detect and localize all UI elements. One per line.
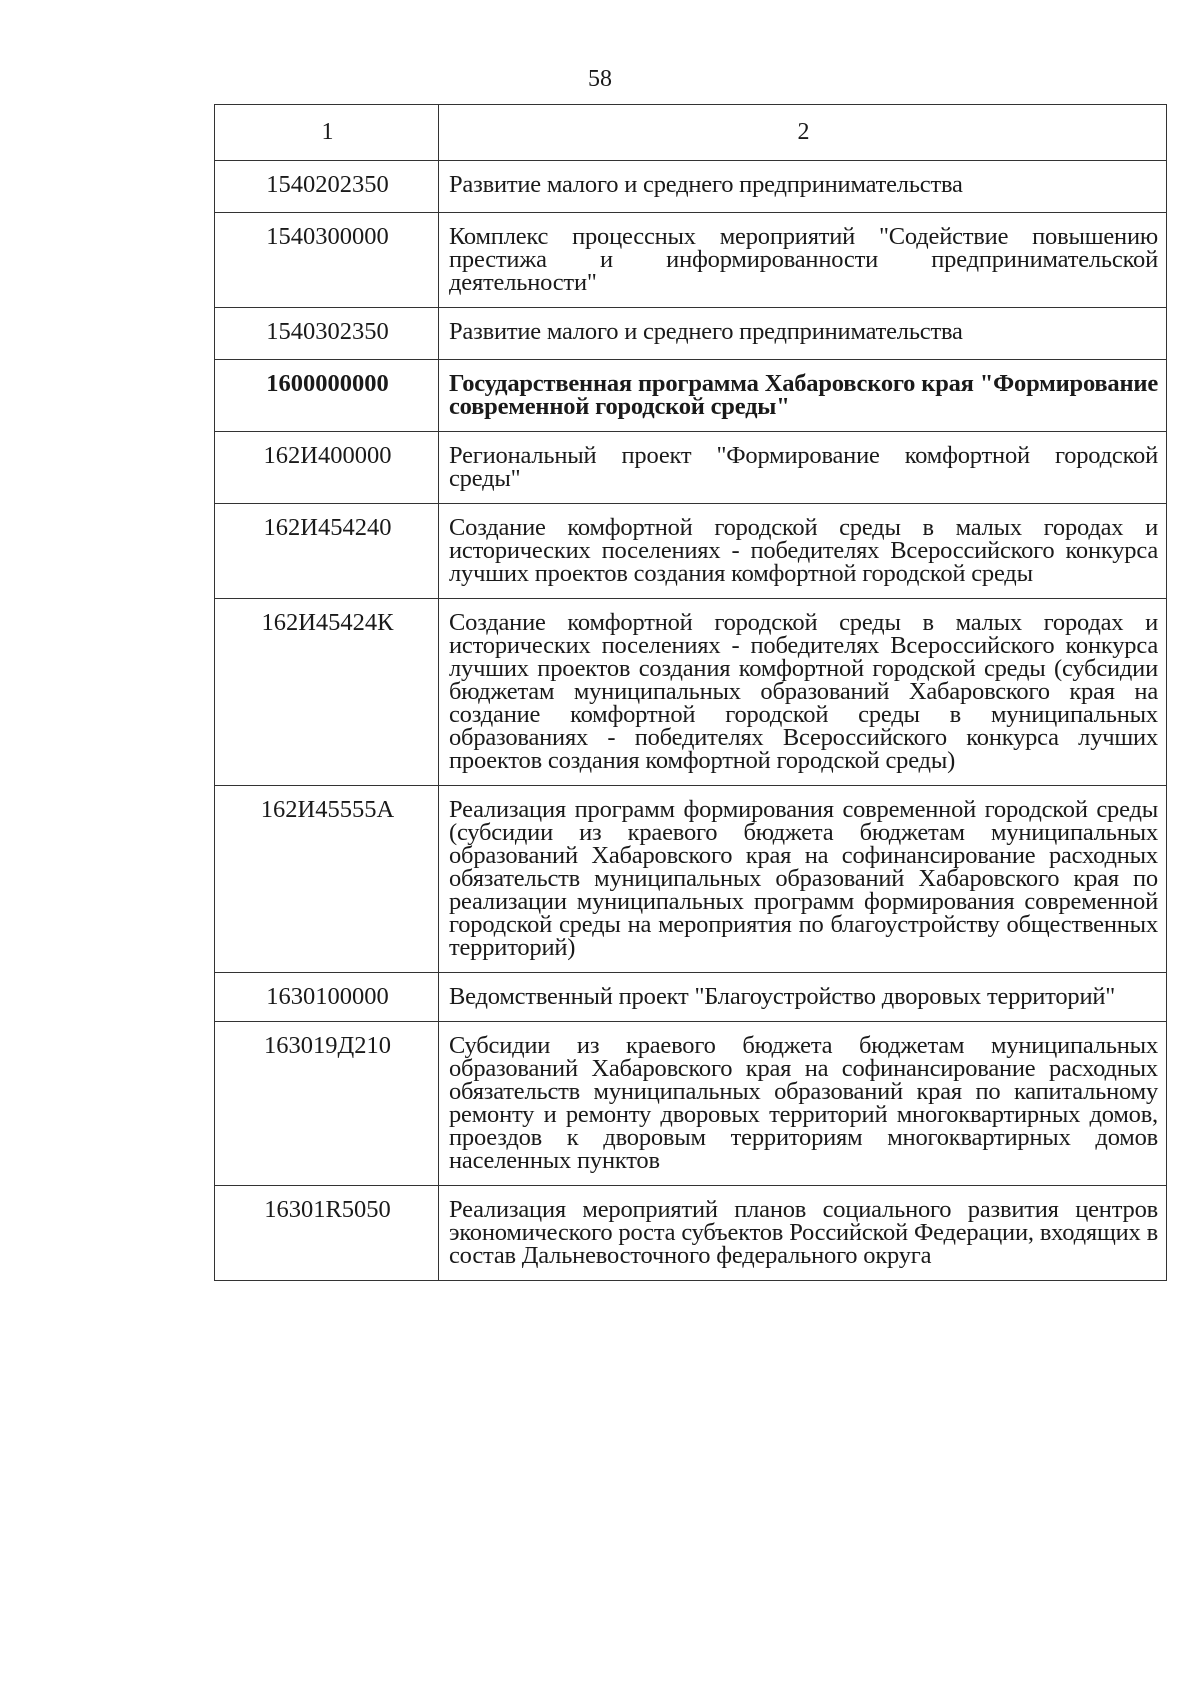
table-row bbox=[215, 213, 1167, 308]
row-code: 1540300000 bbox=[215, 213, 439, 308]
table-row bbox=[215, 1022, 1167, 1186]
budget-classification-table bbox=[214, 104, 1167, 1281]
table-row bbox=[215, 599, 1167, 786]
row-code: 162И454240 bbox=[215, 504, 439, 599]
page-number: 58 bbox=[588, 66, 612, 92]
column-header-code: 1 bbox=[215, 105, 439, 161]
row-name: Комплекс процессных мероприятий "Содействие повышению престижа и информированности предпринимательской деятельности" bbox=[439, 213, 1167, 308]
row-name: Развитие малого и среднего предпринимательства bbox=[439, 308, 1167, 360]
row-name: Субсидии из краевого бюджета бюджетам муниципальных образований Хабаровского края на софинансирование расходных обязательств муниципальных образований края по капитальному ремонту и ремонту дворовых территорий многоквартирных домов, проездов к дворовым территориям многоквартирных домов населенных пунктов bbox=[439, 1022, 1167, 1186]
row-name: Реализация программ формирования современной городской среды (субсидии из краевого бюджета бюджетам муниципальных образований Хабаровского края на софинансирование расходных обязательств муниципальных образований Хабаровского края по реализации муниципальных программ формирования современной городской среды на мероприятия по благоустройству общественных территорий) bbox=[439, 786, 1167, 973]
row-code: 1540202350 bbox=[215, 161, 439, 213]
row-code: 1540302350 bbox=[215, 308, 439, 360]
row-name: Развитие малого и среднего предпринимательства bbox=[439, 161, 1167, 213]
table-row bbox=[215, 973, 1167, 1022]
table-row bbox=[215, 504, 1167, 599]
table-header-row bbox=[215, 105, 1167, 161]
row-code: 1630100000 bbox=[215, 973, 439, 1022]
row-code: 1600000000 bbox=[215, 360, 439, 432]
row-name: Ведомственный проект "Благоустройство дворовых территорий" bbox=[439, 973, 1167, 1022]
row-name: Региональный проект "Формирование комфортной городской среды" bbox=[439, 432, 1167, 504]
table-row bbox=[215, 360, 1167, 432]
row-name: Реализация мероприятий планов социального развития центров экономического роста субъектов Российской Федерации, входящих в состав Дальневосточного федерального округа bbox=[439, 1186, 1167, 1281]
row-code: 162И45555А bbox=[215, 786, 439, 973]
row-code: 162И45424К bbox=[215, 599, 439, 786]
table-row bbox=[215, 308, 1167, 360]
row-name: Создание комфортной городской среды в малых городах и исторических поселениях - победителях Всероссийского конкурса лучших проектов создания комфортной городской среды (субсидии бюджетам муниципальных образований Хабаровского края на создание комфортной городской среды в муниципальных образованиях - победителях Всероссийского конкурса лучших проектов создания комфортной городской среды) bbox=[439, 599, 1167, 786]
column-header-name: 2 bbox=[439, 105, 1167, 161]
table-row bbox=[215, 161, 1167, 213]
row-name: Государственная программа Хабаровского края "Формирование современной городской среды" bbox=[439, 360, 1167, 432]
row-code: 16301R5050 bbox=[215, 1186, 439, 1281]
row-code: 163019Д210 bbox=[215, 1022, 439, 1186]
table-row bbox=[215, 786, 1167, 973]
table-row bbox=[215, 1186, 1167, 1281]
row-code: 162И400000 bbox=[215, 432, 439, 504]
table-row bbox=[215, 432, 1167, 504]
row-name: Создание комфортной городской среды в малых городах и исторических поселениях - победителях Всероссийского конкурса лучших проектов создания комфортной городской среды bbox=[439, 504, 1167, 599]
